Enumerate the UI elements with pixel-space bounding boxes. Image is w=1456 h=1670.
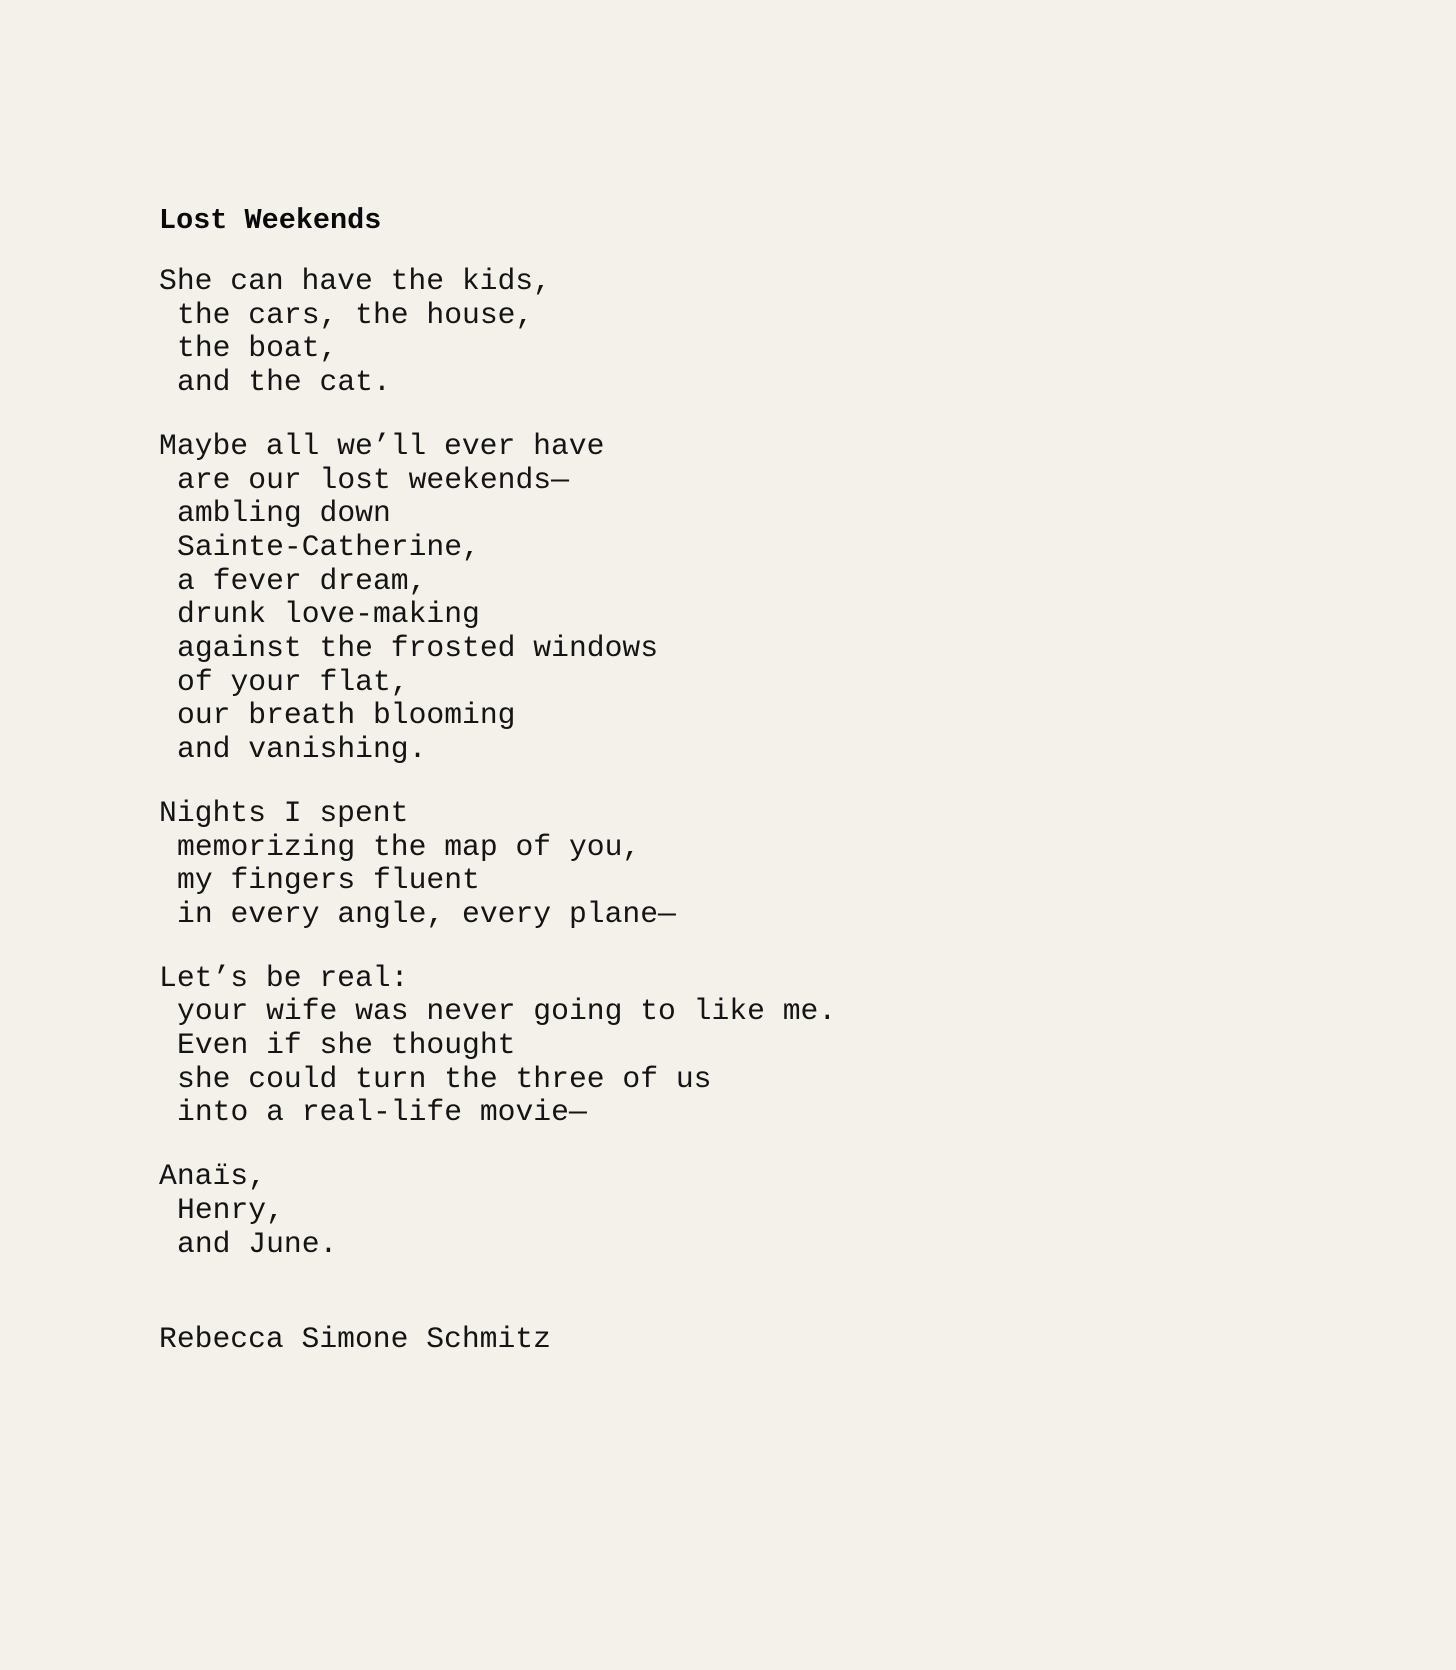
stanza-4	[159, 962, 1309, 1131]
poem-line: are our lost weekends—	[177, 462, 569, 497]
poem-line: Henry,	[177, 1192, 284, 1227]
poem-line: drunk love-making	[177, 597, 480, 632]
poem-page	[159, 204, 1309, 1357]
poem-line: your wife was never going to like me.	[177, 994, 837, 1029]
stanza-1	[159, 265, 1309, 400]
poem-line: Maybe all we’ll ever have	[159, 428, 605, 463]
poem-line: Let’s be real:	[159, 960, 409, 995]
poem-line: and June.	[177, 1226, 338, 1261]
poem-line: into a real-life movie—	[177, 1095, 587, 1130]
poem-line: in every angle, every plane—	[177, 896, 676, 931]
poem-line: a fever dream,	[177, 563, 427, 598]
poem-line: of your flat,	[177, 664, 409, 699]
poem-line: ambling down	[177, 496, 391, 531]
poem-line: our breath blooming	[177, 698, 516, 733]
poem-line: the boat,	[177, 331, 338, 366]
poem-line: and vanishing.	[177, 732, 427, 767]
stanza-3	[159, 797, 1309, 932]
poem-line: Nights I spent	[159, 795, 409, 830]
poem-line: the cars, the house,	[177, 297, 534, 332]
stanza-5	[159, 1160, 1309, 1261]
poem-line: She can have the kids,	[159, 264, 551, 298]
poem-line: Even if she thought	[177, 1028, 516, 1063]
poem-title: Lost Weekends	[159, 204, 382, 237]
poem-line: memorizing the map of you,	[177, 829, 641, 864]
stanza-2	[159, 430, 1309, 767]
poem-line: my fingers fluent	[177, 863, 480, 898]
poem-line: Anaïs,	[159, 1159, 266, 1194]
poem-line: against the frosted windows	[177, 631, 659, 666]
poem-line: she could turn the three of us	[177, 1061, 712, 1096]
poem-line: Sainte-Catherine,	[177, 529, 480, 564]
author-name: Rebecca Simone Schmitz	[159, 1322, 551, 1357]
poem-line: and the cat.	[177, 365, 391, 400]
